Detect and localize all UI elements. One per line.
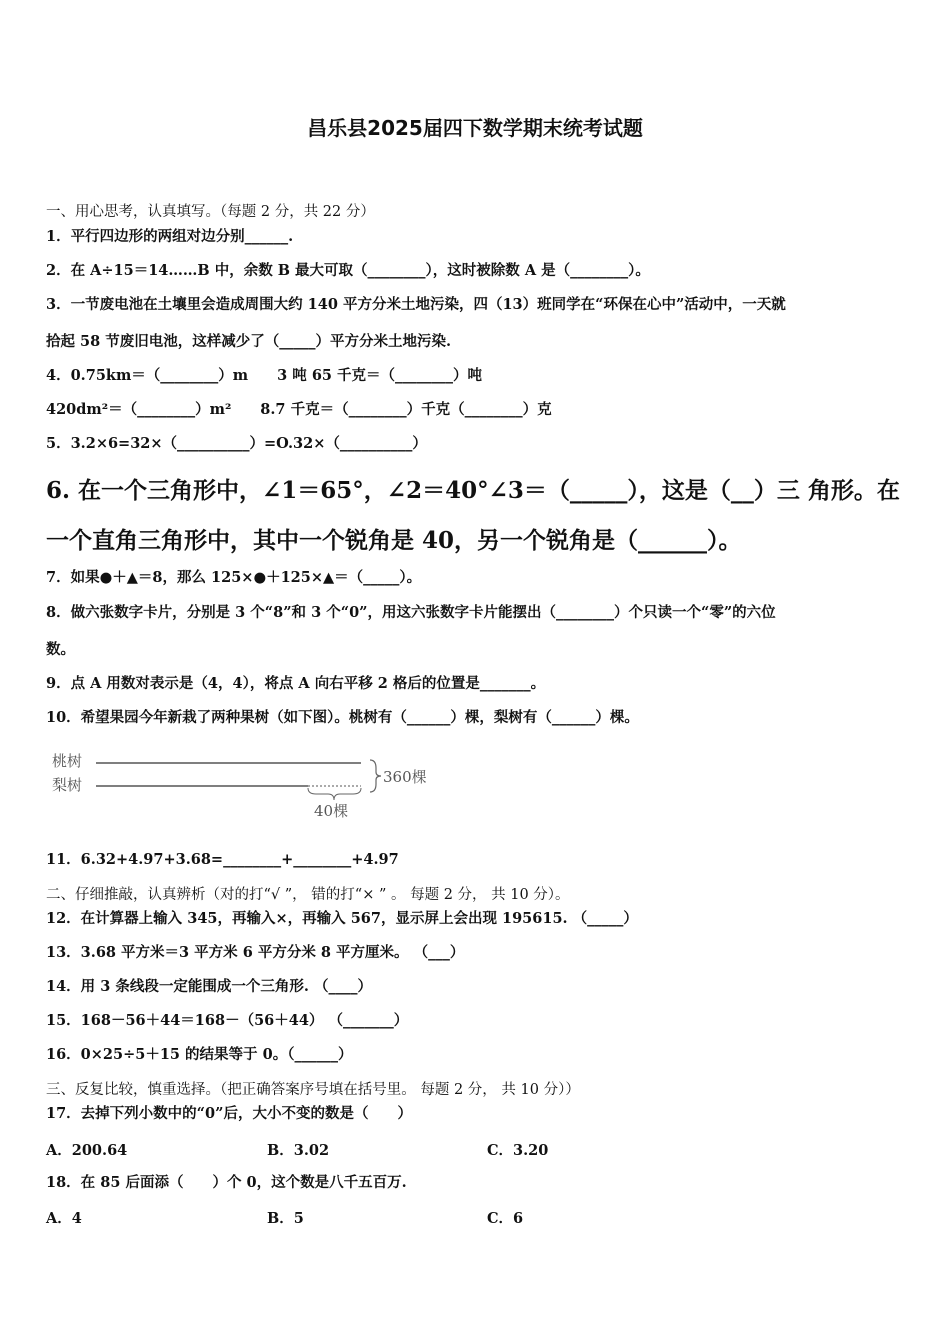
q18-option-c: C．6 (487, 1210, 524, 1227)
total-brace (370, 760, 381, 792)
question-7: 7．如果●＋▲＝8，那么 125×●＋125×▲＝（_____）。 (46, 569, 422, 586)
difference-label: 40棵 (314, 802, 349, 820)
section-3-heading: 三、反复比较，慎重选择。（把正确答案序号填在括号里。 每题 2 分， 共 10 分）） (46, 1082, 580, 1098)
pear-tree-label: 梨树 (52, 776, 83, 794)
total-label: 360棵 (383, 768, 427, 786)
question-17: 17．去掉下列小数中的“0”后，大小不变的数是（ ） (46, 1105, 412, 1122)
q18-option-a: A．4 (46, 1210, 82, 1227)
peach-tree-label: 桃树 (52, 752, 83, 770)
question-4-line-2: 420dm²＝（________）m² 8.7 千克＝（________）千克（________）克 (46, 401, 552, 418)
question-9: 9．点 A 用数对表示是（4，4），将点 A 向右平移 2 格后的位置是_______。 (46, 675, 546, 692)
question-6-line-1: 6. 在一个三角形中，∠1＝65°，∠2＝40°∠3＝（_____），这是（__）三 角形。在 (46, 477, 900, 504)
question-2: 2．在 A÷15＝14……B 中，余数 B 最大可取（________），这时被除数 A 是（________）。 (46, 262, 650, 279)
question-11: 11．6.32+4.97+3.68=________+________+4.97 (46, 851, 399, 868)
page-title: 昌乐县2025届四下数学期末统考试题 (307, 116, 643, 140)
question-14: 14．用 3 条线段一定能围成一个三角形. （____） (46, 978, 372, 995)
q18-option-b: B．5 (267, 1210, 304, 1227)
question-15: 15．168－56＋44＝168－（56＋44） （_______） (46, 1012, 409, 1029)
section-1-heading: 一、用心思考，认真填写。（每题 2 分，共 22 分） (46, 204, 375, 220)
section-2-heading: 二、仔细推敲，认真辨析（对的打“√ ”， 错的打“× ” 。 每题 2 分， 共 10 分）。 (46, 887, 570, 903)
q17-option-a: A．200.64 (46, 1142, 128, 1159)
question-10: 10．希望果园今年新栽了两种果树（如下图）。桃树有（______）棵，梨树有（______）棵。 (46, 709, 639, 726)
question-3-line-2: 拾起 58 节废旧电池，这样减少了（_____）平方分米土地污染. (46, 333, 452, 350)
question-8-line-2: 数。 (46, 641, 75, 658)
question-13: 13．3.68 平方米＝3 平方米 6 平方分米 8 平方厘米。 （___） (46, 944, 465, 961)
question-6-line-2: 一个直角三角形中，其中一个锐角是 40，另一个锐角是（______）。 (46, 527, 742, 554)
question-1: 1．平行四边形的两组对边分别______. (46, 228, 294, 245)
question-4-line-1: 4．0.75km＝（________）m 3 吨 65 千克＝（________）吨 (46, 367, 483, 384)
question-18: 18．在 85 后面添（ ）个 0，这个数是八千五百万. (46, 1174, 407, 1191)
q17-option-b: B．3.02 (267, 1142, 330, 1159)
question-3-line-1: 3．一节废电池在土壤里会造成周围大约 140 平方分米土地污染，四（13）班同学在“环保在心中”活动中，一天就 (46, 296, 786, 313)
q17-option-c: C．3.20 (487, 1142, 549, 1159)
question-12: 12．在计算器上输入 345，再输入×，再输入 567，显示屏上会出现 195615. （_____） (46, 910, 638, 927)
question-8-line-1: 8．做六张数字卡片，分别是 3 个“8”和 3 个“0”，用这六张数字卡片能摆出（________）个只读一个“零”的六位 (46, 604, 776, 621)
question-5: 5．3.2×6=32×（__________）=O.32×（__________） (46, 435, 427, 452)
question-16: 16．0×25÷5＋15 的结果等于 0。（______） (46, 1046, 353, 1063)
fruit-tree-diagram (46, 746, 436, 824)
difference-brace (308, 788, 361, 800)
